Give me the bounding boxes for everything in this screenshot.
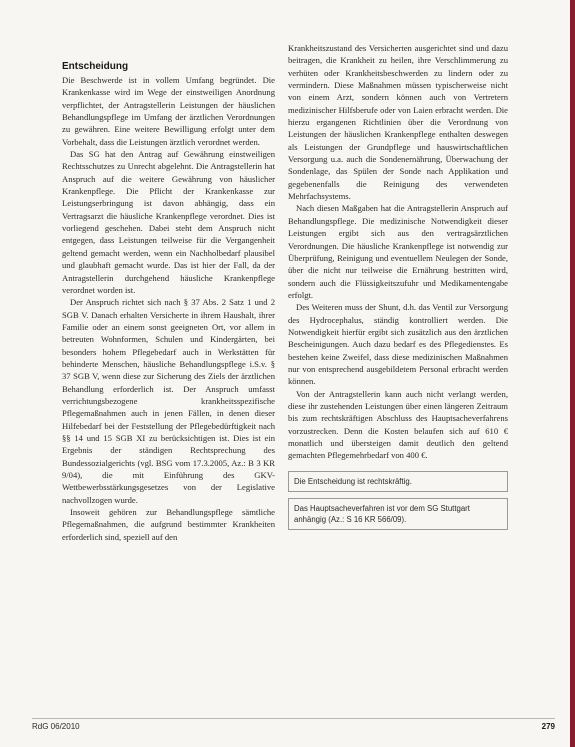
section-heading: Entscheidung [62,61,129,72]
paragraph: Die Beschwerde ist in vollem Umfang begründet. Die Krankenkasse wird im Wege der einstweiligen Anordnung verpflichtet, der Antragstellerin Leistungen der häuslichen Behandlungspflege im Umfang der ärztlichen Verordnungen zu gewähren. Eine weitere Bewilligung erfolgt unter dem Vorbehalt, dass die Leistungen ärztlich verordnet werden. [62,75,275,147]
paragraph: Nach diesen Maßgaben hat die Antragstellerin Anspruch auf Behandlungspflege. Die medizinische Notwendigkeit dieser Leistungen ergibt sich aus den vertragsärztlichen Verordnungen. Die häusliche Krankenpflege ist notwendig zur Überprüfung, Reinigung und eventuellem Neulegen der Sonde, über die nicht nur teilweise die Ernährung bestritten wird, sondern auch die Flüssigkeitszufuhr und Medikamentengabe erfolgt. [288,203,508,300]
note-box-final: Die Entscheidung ist rechtskräftig. [288,471,508,492]
note-box-main-proceedings: Das Hauptsacheverfahren ist vor dem SG Stuttgart anhängig (Az.: S 16 KR 566/09). [288,498,508,530]
page-footer [32,718,555,731]
paragraph: Das SG hat den Antrag auf Gewährung einstweiligen Rechtsschutzes zu Unrecht abgelehnt. Die Antragstellerin hat Anspruch auf die weitere Gewährung von häuslicher Krankenpflege. Die Pflicht der Krankenkasse zur Leistungserbringung ist davon abhängig, dass ein Vertragsarzt die häusliche Krankenpflege verordnet. Dies ist vorliegend geschehen. Dabei steht dem Anspruch nicht entgegen, dass Leistungen teilweise für die Vergangenheit geltend gemacht werden, wenn ein Nachholbedarf plausibel und glaubhaft gemacht wurde. Das ist hier der Fall, da der Antragstellerin durchgehend häusliche Krankenpflege verordnet worden ist. [62,149,275,295]
paragraph: Der Anspruch richtet sich nach § 37 Abs. 2 Satz 1 und 2 SGB V. Danach erhalten Versicherte in ihrem Haushalt, ihrer Familie oder an einem sonst geeigneten Ort, vor allem in betreuten Wohnformen, Schulen und Kindergärten, bei besonders hohem Pflegebedarf auch in Werkstätten für behinderte Menschen, häusliche Behandlungspflege i.S.v. § 37 SGB V, wenn diese zur Sicherung des Ziels der ärztlichen Behandlung erforderlich ist. Der Anspruch umfasst verrichtungsbezogene krankheitsspezifische Pflegemaßnahmen auch in jenen Fällen, in denen dieser Hilfebedarf bei der Feststellung der Pflegebedürftigkeit nach §§ 14 und 15 SGB XI zu berücksichtigen ist. Dies ist ein Ergebnis der ständigen Rechtsprechung des Bundessozialgerichts (vgl. BSG vom 17.3.2005, Az.: B 3 KR 9/04), die mit Einführung des GKV-Wettbewerbsstärkungsgesetzes von der Legislative nachvollzogen wurde. [62,297,275,505]
paragraph: Krankheitszustand des Versicherten ausgerichtet sind und dazu beitragen, die Krankheit zu heilen, ihre Verschlimmerung zu verhüten oder Krankheitsbeschwerden zu lindern oder zu vermindern. Diese Maßnahmen müssen typischerweise nicht von einem Arzt, sondern können auch von Vertretern medizinischer Hilfsberufe oder von Laien erbracht werden. Die hierzu ergangenen Richtlinien über die Verordnung von Leistungen der häuslichen Krankenpflege enthalten deswegen als Leistungen der Grundpflege und hauswirtschaftlichen Versorgung u.a. auch die Sondenernährung, Überwachung der Sondenlage, das Spülen der Sonde nach Applikation und gegebenenfalls die Reinigung des verwendeten Mehrfachsystems. [288,43,508,202]
paragraph: Insoweit gehören zur Behandlungspflege sämtliche Pflegemaßnahmen, die aufgrund bestimmter Krankheiten erforderlich sind, speziell auf den [62,507,275,542]
paragraph: Des Weiteren muss der Shunt, d.h. das Ventil zur Versorgung des Hydrocephalus, ständig kontrolliert werden. Die Notwendigkeit hierfür ergibt sich zusätzlich aus den ärztlichen Bescheinigungen. Auch dazu bedarf es des Pflegedienstes. Es bestehen keine Zweifel, dass diese medizinischen Maßnahmen nur von entsprechend ausgebildetem Personal erbracht werden können. [288,302,508,387]
page-edge-strip [570,0,575,747]
paragraph: Von der Antragstellerin kann auch nicht verlangt werden, diese ihr zustehenden Leistungen über einen längeren Zeitraum bis zum rechtskräftigen Abschluss des Hauptsacheverfahrens vorzustrecken. Denn die Kosten belaufen sich auf 610 € monatlich und übersteigen damit deutlich den geltend gemachten Pflegemehrbedarf von 400 €. [288,388,508,461]
journal-issue: RdG 06/2010 [32,722,80,731]
right-column [288,42,508,536]
page-number: 279 [541,722,555,731]
notes-area [288,471,508,530]
left-column [62,60,275,543]
